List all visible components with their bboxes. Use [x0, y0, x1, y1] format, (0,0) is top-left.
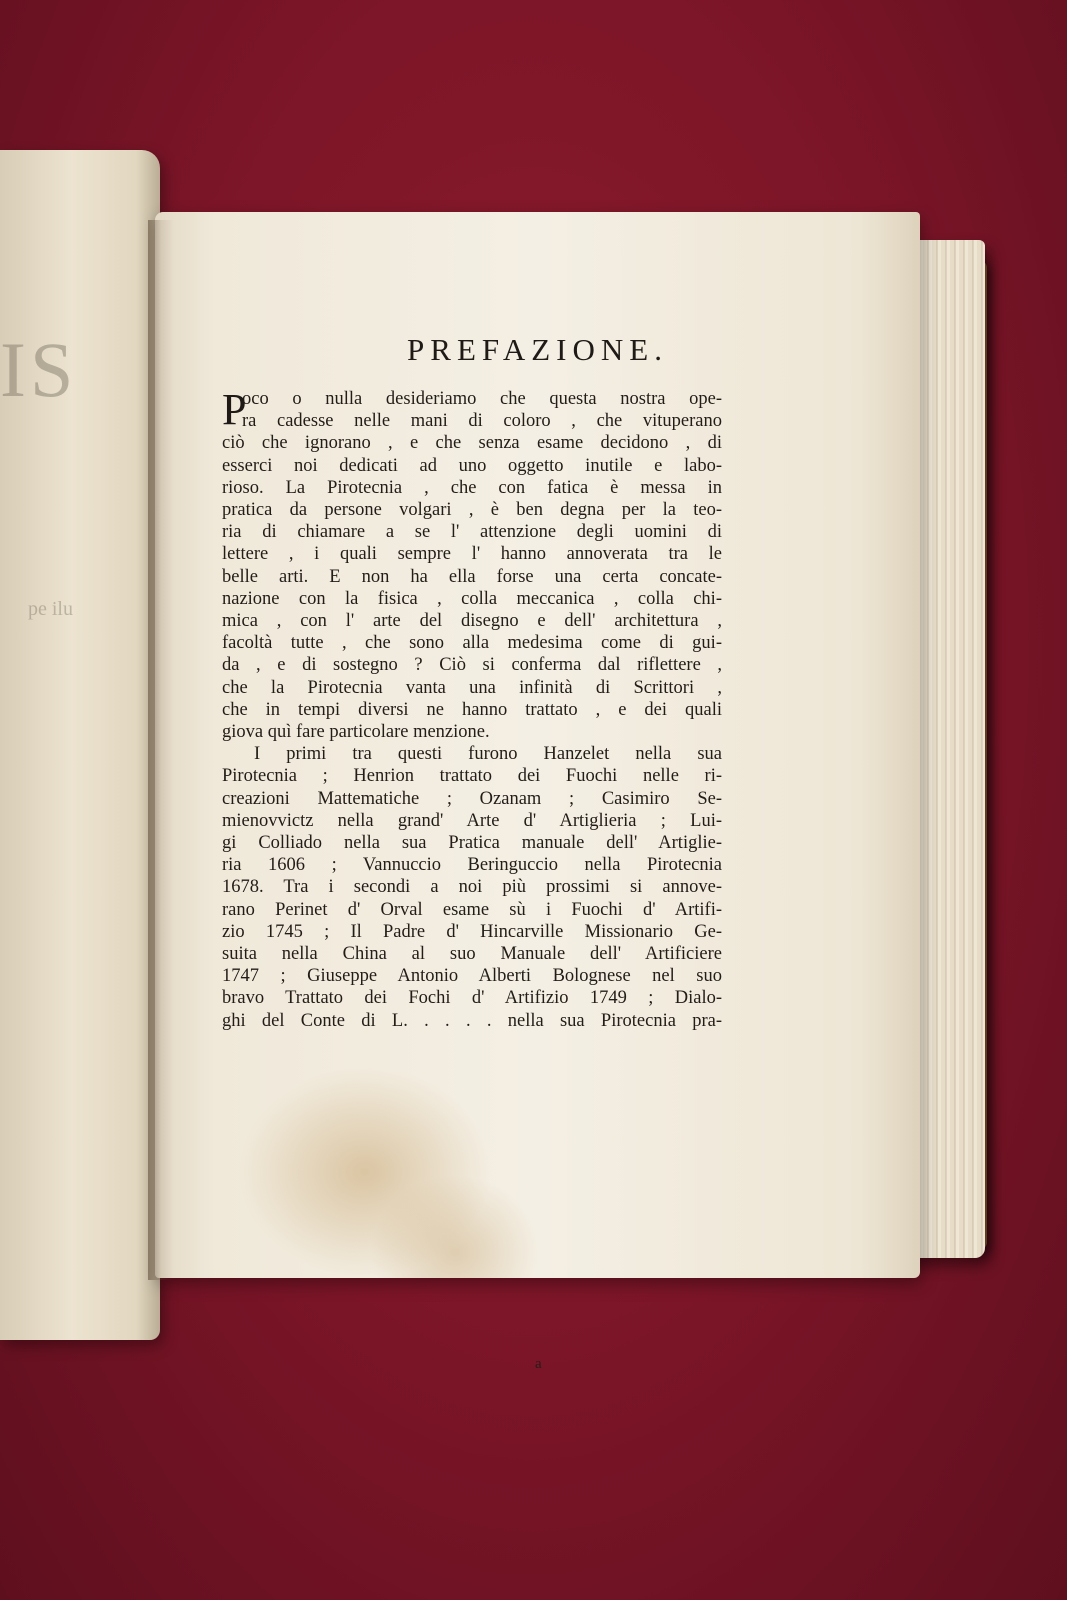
- text-line: 1747 ; Giuseppe Antonio Alberti Bolognese nel suo: [222, 966, 722, 987]
- text-line: nazione con la fisica , colla meccanica , colla chi-: [222, 588, 722, 609]
- left-page-bleed-through-small: pe ilu: [28, 598, 73, 620]
- left-page-bleed-through-large: IS: [0, 326, 78, 413]
- text-line: belle arti. E non ha ella forse una certa concate-: [222, 566, 722, 587]
- right-page: [155, 212, 920, 1372]
- text-line: lettere , i quali sempre l' hanno annoverata tra le: [222, 544, 722, 565]
- text-line: che la Pirotecnia vanta una infinità di Scrittori ,: [222, 677, 722, 698]
- text-line: gi Colliado nella sua Pratica manuale dell' Artiglie-: [222, 833, 722, 854]
- text-line: esserci noi dedicati ad uno oggetto inutile e labo-: [222, 455, 722, 476]
- text-line: suita nella China al suo Manuale dell' Artificiere: [222, 944, 722, 965]
- text-line: che in tempi diversi ne hanno trattato , e dei quali: [222, 699, 722, 720]
- text-line: ria 1606 ; Vannuccio Beringuccio nella Pirotecnia: [222, 855, 722, 876]
- text-line: oco o nulla desideriamo che questa nostra ope-: [242, 389, 722, 409]
- text-line: mienovvictz nella grand' Arte d' Artiglieria ; Lui-: [222, 810, 722, 831]
- text-line: ra cadesse nelle mani di coloro , che vituperano: [242, 411, 722, 432]
- body-text: [222, 385, 722, 1032]
- text-line: facoltà tutte , che sono alla medesima come di gui-: [222, 633, 722, 654]
- book-gutter: [148, 220, 174, 1280]
- text-line: zio 1745 ; Il Padre d' Hincarville Missionario Ge-: [222, 921, 722, 942]
- text-line: 1678. Tra i secondi a noi più prossimi si annove-: [222, 877, 722, 898]
- text-line: da , e di sostegno ? Ciò si conferma dal riflettere ,: [222, 655, 722, 676]
- text-line: ria di chiamare a se l' attenzione degli uomini di: [222, 522, 722, 543]
- text-line: rioso. La Pirotecnia , che con fatica è messa in: [222, 477, 722, 498]
- text-line: creazioni Mattematiche ; Ozanam ; Casimiro Se-: [222, 788, 722, 809]
- text-line: mica , con l' arte del disegno e dell' architettura ,: [222, 611, 722, 632]
- text-line: rano Perinet d' Orval esame sù i Fuochi d' Artifi-: [222, 899, 722, 920]
- text-line: pratica da persone volgari , è ben degna per la teo-: [222, 500, 722, 521]
- text-line: giova quì fare particolare menzione.: [222, 722, 490, 743]
- text-line: ghi del Conte di L. . . . . nella sua Pirotecnia pra-: [222, 1010, 722, 1031]
- text-line: ciò che ignorano , e che senza esame decidono , di: [222, 433, 722, 454]
- text-line: bravo Trattato dei Fochi d' Artifizio 1749 ; Dialo-: [222, 988, 722, 1009]
- page-heading: PREFAZIONE.: [407, 332, 668, 367]
- signature-mark: a: [535, 1356, 542, 1372]
- text-line: I primi tra questi furono Hanzelet nella sua: [254, 744, 722, 765]
- left-page: [0, 150, 160, 1340]
- text-line: Pirotecnia ; Henrion trattato dei Fuochi nelle ri-: [222, 766, 722, 787]
- drop-cap: P: [222, 385, 247, 434]
